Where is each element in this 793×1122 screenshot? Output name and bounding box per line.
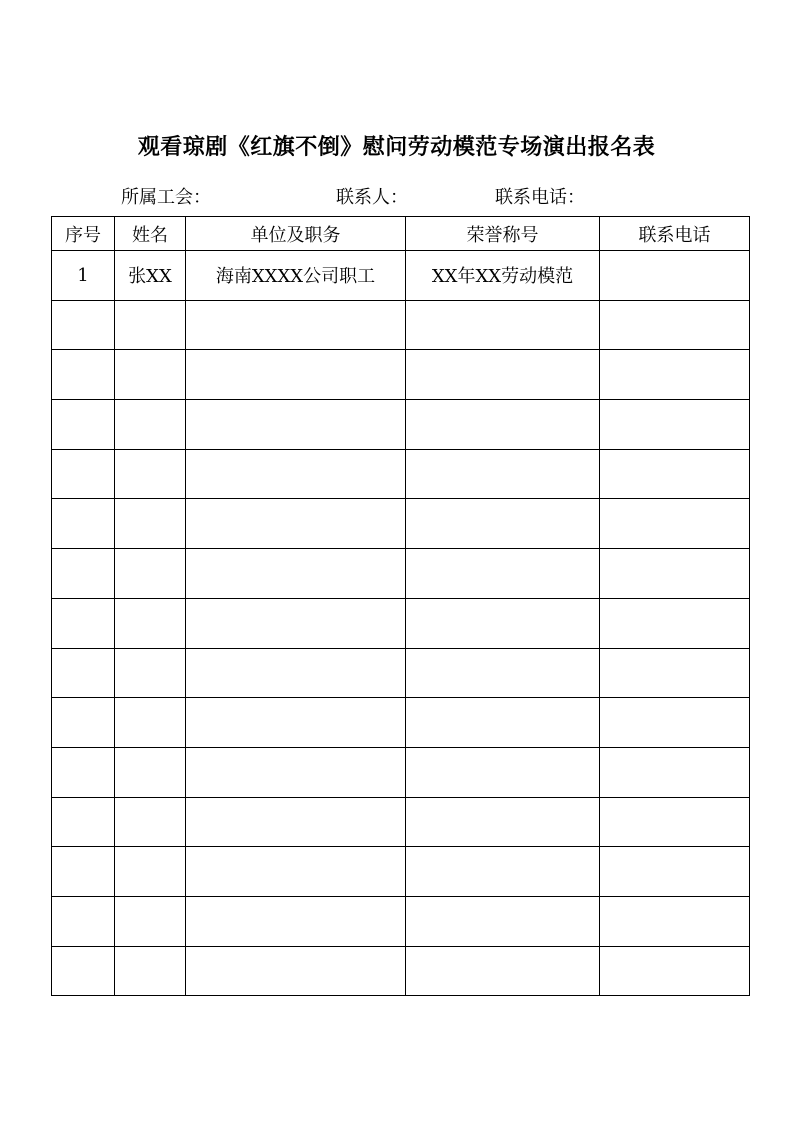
cell-sequence[interactable] — [52, 698, 115, 748]
cell-sequence[interactable] — [52, 449, 115, 499]
cell-phone[interactable] — [600, 300, 750, 350]
cell-phone[interactable] — [600, 251, 750, 301]
cell-phone[interactable] — [600, 847, 750, 897]
table-row — [52, 350, 750, 400]
cell-name[interactable] — [115, 300, 186, 350]
table-row — [52, 449, 750, 499]
cell-sequence[interactable] — [52, 896, 115, 946]
table-row — [52, 896, 750, 946]
table-row — [52, 499, 750, 549]
cell-unit-position[interactable] — [186, 797, 406, 847]
table-row — [52, 549, 750, 599]
cell-honor-title[interactable] — [406, 648, 600, 698]
cell-sequence[interactable]: 1 — [52, 251, 115, 301]
table-row — [52, 747, 750, 797]
cell-unit-position[interactable] — [186, 747, 406, 797]
header-honor-title: 荣誉称号 — [406, 217, 600, 251]
cell-name[interactable]: 张XX — [115, 251, 186, 301]
cell-unit-position[interactable] — [186, 896, 406, 946]
table-row — [52, 300, 750, 350]
contact-person-label: 联系人： — [336, 187, 408, 208]
cell-name[interactable] — [115, 896, 186, 946]
cell-unit-position[interactable] — [186, 648, 406, 698]
cell-honor-title[interactable] — [406, 896, 600, 946]
cell-phone[interactable] — [600, 698, 750, 748]
cell-unit-position[interactable] — [186, 350, 406, 400]
cell-phone[interactable] — [600, 797, 750, 847]
table-body — [52, 251, 750, 996]
cell-name[interactable] — [115, 400, 186, 450]
cell-phone[interactable] — [600, 350, 750, 400]
cell-sequence[interactable] — [52, 797, 115, 847]
cell-phone[interactable] — [600, 747, 750, 797]
cell-sequence[interactable] — [52, 598, 115, 648]
header-unit-position: 单位及职务 — [186, 217, 406, 251]
cell-unit-position[interactable] — [186, 598, 406, 648]
table-row — [52, 847, 750, 897]
header-sequence: 序号 — [52, 217, 115, 251]
cell-name[interactable] — [115, 449, 186, 499]
cell-unit-position[interactable] — [186, 549, 406, 599]
document-title: 观看琼剧《红旗不倒》慰问劳动模范专场演出报名表 — [137, 135, 656, 160]
cell-unit-position[interactable] — [186, 499, 406, 549]
cell-sequence[interactable] — [52, 499, 115, 549]
cell-name[interactable] — [115, 648, 186, 698]
cell-name[interactable] — [115, 698, 186, 748]
cell-name[interactable] — [115, 797, 186, 847]
cell-name[interactable] — [115, 747, 186, 797]
cell-name[interactable] — [115, 350, 186, 400]
cell-honor-title[interactable] — [406, 747, 600, 797]
cell-unit-position[interactable] — [186, 946, 406, 996]
header-phone: 联系电话 — [600, 217, 750, 251]
cell-phone[interactable] — [600, 896, 750, 946]
registration-table — [51, 216, 750, 996]
cell-phone[interactable] — [600, 499, 750, 549]
cell-phone[interactable] — [600, 449, 750, 499]
cell-honor-title[interactable] — [406, 350, 600, 400]
cell-honor-title[interactable] — [406, 946, 600, 996]
cell-honor-title[interactable] — [406, 698, 600, 748]
table-row — [52, 648, 750, 698]
table-row — [52, 946, 750, 996]
cell-honor-title[interactable] — [406, 300, 600, 350]
cell-unit-position[interactable] — [186, 449, 406, 499]
cell-honor-title[interactable] — [406, 549, 600, 599]
contact-phone-label: 联系电话： — [495, 187, 585, 208]
cell-unit-position[interactable] — [186, 400, 406, 450]
cell-unit-position[interactable] — [186, 300, 406, 350]
cell-unit-position[interactable]: 海南XXXX公司职工 — [186, 251, 406, 301]
cell-honor-title[interactable] — [406, 598, 600, 648]
cell-honor-title[interactable] — [406, 797, 600, 847]
table-header-row — [52, 217, 750, 251]
cell-honor-title[interactable] — [406, 499, 600, 549]
cell-sequence[interactable] — [52, 946, 115, 996]
table-row — [52, 698, 750, 748]
cell-honor-title[interactable] — [406, 847, 600, 897]
cell-sequence[interactable] — [52, 847, 115, 897]
cell-name[interactable] — [115, 549, 186, 599]
cell-name[interactable] — [115, 499, 186, 549]
table-row — [52, 598, 750, 648]
header-name: 姓名 — [115, 217, 186, 251]
cell-sequence[interactable] — [52, 300, 115, 350]
cell-name[interactable] — [115, 847, 186, 897]
affiliation-label: 所属工会： — [121, 187, 211, 208]
cell-sequence[interactable] — [52, 350, 115, 400]
cell-phone[interactable] — [600, 598, 750, 648]
table-row — [52, 251, 750, 301]
cell-sequence[interactable] — [52, 549, 115, 599]
cell-phone[interactable] — [600, 946, 750, 996]
cell-phone[interactable] — [600, 400, 750, 450]
cell-unit-position[interactable] — [186, 847, 406, 897]
table-row — [52, 797, 750, 847]
cell-sequence[interactable] — [52, 648, 115, 698]
cell-honor-title[interactable]: XX年XX劳动模范 — [406, 251, 600, 301]
cell-honor-title[interactable] — [406, 449, 600, 499]
cell-sequence[interactable] — [52, 747, 115, 797]
cell-honor-title[interactable] — [406, 400, 600, 450]
cell-sequence[interactable] — [52, 400, 115, 450]
table-row — [52, 400, 750, 450]
cell-unit-position[interactable] — [186, 698, 406, 748]
cell-phone[interactable] — [600, 549, 750, 599]
cell-name[interactable] — [115, 598, 186, 648]
cell-phone[interactable] — [600, 648, 750, 698]
cell-name[interactable] — [115, 946, 186, 996]
